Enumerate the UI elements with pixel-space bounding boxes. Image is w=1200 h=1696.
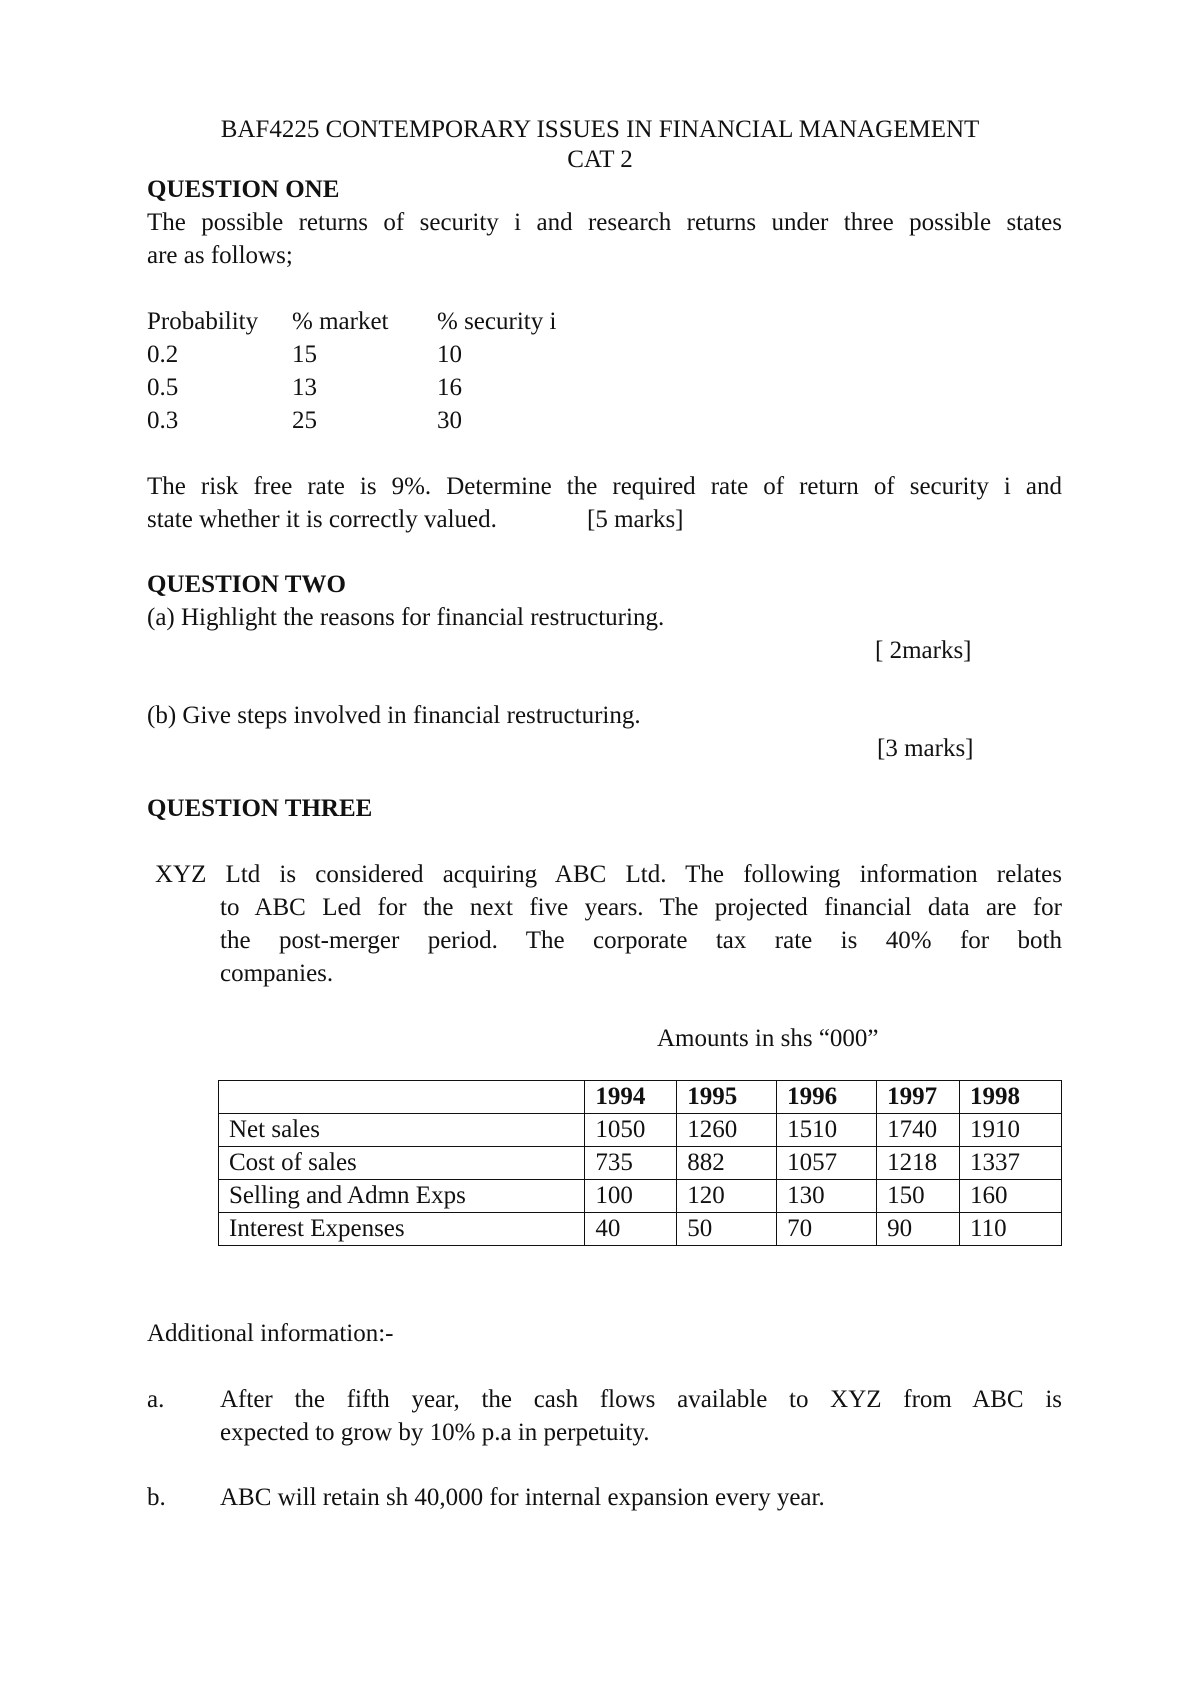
table-header-year: 1997 [877,1081,960,1114]
returns-cell: 25 [292,407,317,434]
table-header-empty [219,1081,585,1114]
returns-cell: 30 [437,407,462,434]
question-three-heading: QUESTION THREE [147,795,373,822]
table-header-year: 1994 [585,1081,677,1114]
question-one-marks: [5 marks] [587,506,684,533]
table-cell: 882 [677,1147,777,1180]
question-one-intro: The possible returns of security i and research returns under three possible states [147,209,1062,236]
returns-cell: 13 [292,374,317,401]
question-one-task: The risk free rate is 9%. Determine the required rate of return of security i and [147,473,1062,500]
table-header-year: 1996 [777,1081,877,1114]
table-cell: 160 [960,1180,1062,1213]
returns-header-probability: Probability [147,308,259,335]
table-cell: 70 [777,1213,877,1246]
table-cell: 1050 [585,1114,677,1147]
cat-label: CAT 2 [567,146,633,173]
question-three-paragraph: XYZ Ltd is considered acquiring ABC Ltd. The following information relates [155,861,1062,888]
question-two-part-b-marks: [3 marks] [877,735,974,762]
returns-header-market: % market [292,308,389,335]
returns-cell: 0.3 [147,407,179,434]
table-cell: 50 [677,1213,777,1246]
table-cell: 120 [677,1180,777,1213]
row-label: Cost of sales [219,1147,585,1180]
table-row [219,1114,1062,1147]
table-cell: 130 [777,1180,877,1213]
table-row [219,1147,1062,1180]
table-cell: 90 [877,1213,960,1246]
table-row [219,1213,1062,1246]
table-cell: 1337 [960,1147,1062,1180]
table-cell: 1260 [677,1114,777,1147]
table-header-year: 1998 [960,1081,1062,1114]
question-two-heading: QUESTION TWO [147,571,346,598]
returns-cell: 10 [437,341,462,368]
returns-cell: 16 [437,374,462,401]
returns-cell: 0.2 [147,341,179,368]
table-cell: 1057 [777,1147,877,1180]
additional-item-a-cont: expected to grow by 10% p.a in perpetuity. [220,1419,650,1446]
row-label: Net sales [219,1114,585,1147]
item-marker: a. [147,1386,165,1413]
additional-item-b: ABC will retain sh 40,000 for internal expansion every year. [220,1484,825,1511]
financial-data-table [218,1080,1062,1246]
question-two-part-b: (b) Give steps involved in financial restructuring. [147,702,641,729]
question-one-intro-cont: are as follows; [147,242,293,269]
table-cell: 1510 [777,1114,877,1147]
row-label: Interest Expenses [219,1213,585,1246]
question-three-paragraph-line: companies. [220,960,334,987]
table-cell: 150 [877,1180,960,1213]
returns-cell: 15 [292,341,317,368]
table-header-year: 1995 [677,1081,777,1114]
table-cell: 40 [585,1213,677,1246]
question-two-part-a: (a) Highlight the reasons for financial restructuring. [147,604,665,631]
question-three-paragraph-line: the post-merger period. The corporate tax rate is 40% for both [220,927,1062,954]
table-cell: 735 [585,1147,677,1180]
additional-info-heading: Additional information:- [147,1320,394,1347]
returns-cell: 0.5 [147,374,179,401]
table-cell: 1218 [877,1147,960,1180]
course-title: BAF4225 CONTEMPORARY ISSUES IN FINANCIAL MANAGEMENT [220,116,980,143]
amounts-note: Amounts in shs “000” [657,1025,879,1052]
table-cell: 110 [960,1213,1062,1246]
table-cell: 1910 [960,1114,1062,1147]
item-marker: b. [147,1484,166,1511]
table-cell: 1740 [877,1114,960,1147]
question-one-heading: QUESTION ONE [147,176,340,203]
row-label: Selling and Admn Exps [219,1180,585,1213]
table-cell: 100 [585,1180,677,1213]
table-header-row [219,1081,1062,1114]
additional-item-a: After the fifth year, the cash flows available to XYZ from ABC is [220,1386,1062,1413]
question-three-paragraph-line: to ABC Led for the next five years. The projected financial data are for [220,894,1062,921]
question-one-task-cont: state whether it is correctly valued. [147,506,497,533]
question-two-part-a-marks: [ 2marks] [875,637,972,664]
table-row [219,1180,1062,1213]
returns-header-security: % security i [437,308,557,335]
